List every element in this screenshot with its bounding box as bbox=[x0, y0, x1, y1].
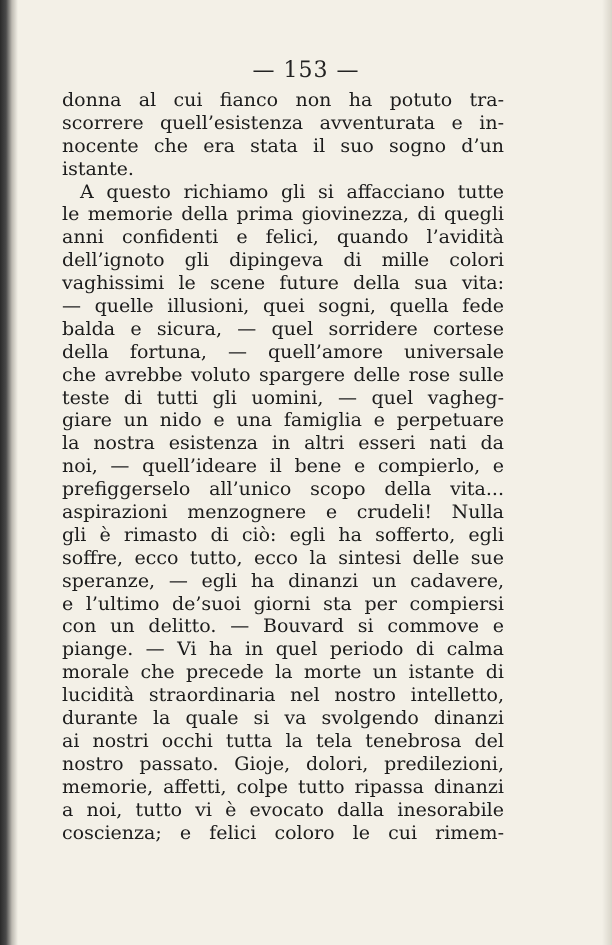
text-line: giare un nido e una famiglia e perpetuare bbox=[62, 409, 504, 432]
text-line: teste di tutti gli uomini, — quel vagheg- bbox=[62, 386, 504, 409]
text-line: noi, — quell’ideare il bene e compierlo, e bbox=[62, 455, 504, 478]
text-line: che avrebbe voluto spargere delle rose sulle bbox=[62, 363, 504, 386]
text-line: aspirazioni menzognere e crudeli! Nulla bbox=[62, 501, 504, 524]
text-line: prefiggerselo all’unico scopo della vita... bbox=[62, 478, 504, 501]
body-text bbox=[62, 89, 504, 844]
text-line: le memorie della prima giovinezza, di quegli bbox=[62, 203, 504, 226]
text-line: coscienza; e felici coloro le cui rimem- bbox=[62, 821, 504, 844]
text-line: la nostra esistenza in altri esseri nati da bbox=[62, 432, 504, 455]
text-line: speranze, — egli ha dinanzi un cadavere, bbox=[62, 569, 504, 592]
text-line: con un delitto. — Bouvard si commove e bbox=[62, 615, 504, 638]
text-line: nocente che era stata il suo sogno d’un bbox=[62, 134, 504, 157]
text-line: scorrere quell’esistenza avventurata e in- bbox=[62, 111, 504, 134]
text-line: nostro passato. Gioje, dolori, predilezioni, bbox=[62, 752, 504, 775]
text-line: durante la quale si va svolgendo dinanzi bbox=[62, 707, 504, 730]
text-line: — quelle illusioni, quei sogni, quella fede bbox=[62, 295, 504, 318]
text-line: e l’ultimo de’suoi giorni sta per compiersi bbox=[62, 592, 504, 615]
text-line: della fortuna, — quell’amore universale bbox=[62, 340, 504, 363]
text-line: ai nostri occhi tutta la tela tenebrosa del bbox=[62, 729, 504, 752]
text-line: vaghissimi le scene future della sua vita: bbox=[62, 272, 504, 295]
text-line: A questo richiamo gli si affacciano tutte bbox=[80, 180, 504, 203]
text-line: istante. bbox=[62, 157, 134, 180]
text-line: piange. — Vi ha in quel periodo di calma bbox=[62, 638, 504, 661]
text-line: morale che precede la morte un istante di bbox=[62, 661, 504, 684]
text-line: memorie, affetti, colpe tutto ripassa dinanzi bbox=[62, 775, 504, 798]
binding-shadow bbox=[0, 0, 18, 945]
text-line: a noi, tutto vi è evocato dalla inesorabile bbox=[62, 798, 504, 821]
text-line: lucidità straordinaria nel nostro intelletto, bbox=[62, 684, 504, 707]
text-line: dell’ignoto gli dipingeva di mille colori bbox=[62, 249, 504, 272]
page-edge bbox=[602, 0, 612, 945]
text-line: gli è rimasto di ciò: egli ha sofferto, egli bbox=[62, 523, 504, 546]
text-line: balda e sicura, — quel sorridere cortese bbox=[62, 317, 504, 340]
text-line: donna al cui fianco non ha potuto tra- bbox=[62, 89, 504, 111]
text-line: anni confidenti e felici, quando l’avidità bbox=[62, 226, 504, 249]
page-number: — 153 — bbox=[252, 58, 360, 83]
text-line: soffre, ecco tutto, ecco la sintesi delle sue bbox=[62, 546, 504, 569]
